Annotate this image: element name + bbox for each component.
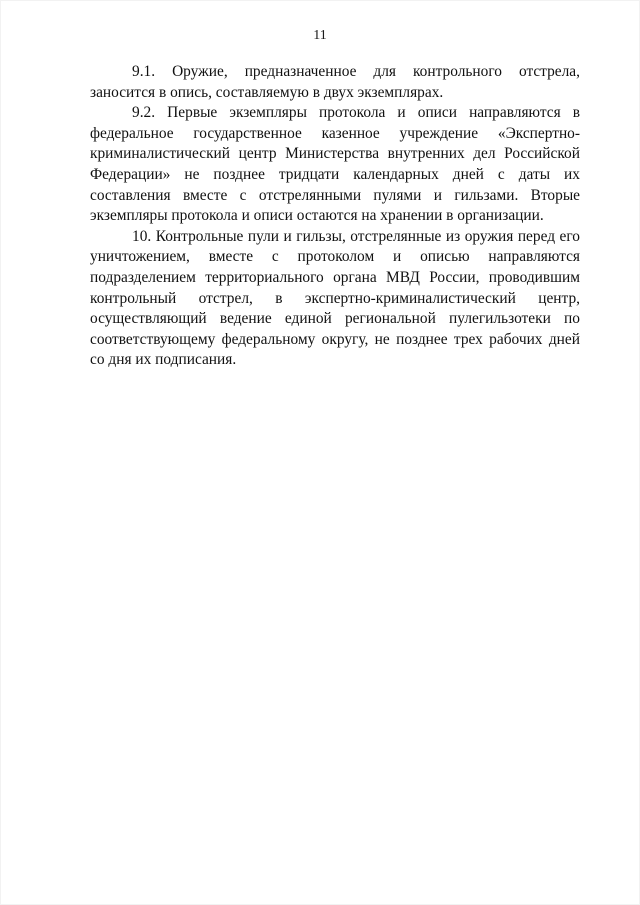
paragraph-9-1: 9.1. Оружие, предназначенное для контрольного отстрела, заносится в опись, составляемую в двух экземплярах. bbox=[90, 63, 580, 101]
paragraph-9-2: 9.2. Первые экземпляры протокола и описи направляются в федеральное государственное казенное учреждение «Экспертно-криминалистический центр Министерства внутренних дел Российской Федерации» не позднее тридцати календарных дней с даты их составления вместе с отстрелянными пулями и гильзами. Вторые экземпляры протокола и описи остаются на хранении в организации. bbox=[90, 104, 580, 225]
document-body bbox=[90, 62, 580, 371]
page-number: 11 bbox=[313, 28, 327, 43]
paragraph-10: 10. Контрольные пули и гильзы, отстрелянные из оружия перед его уничтожением, вместе с протоколом и описью направляются подразделением территориального органа МВД России, проводившим контрольный отстрел, в экспертно-криминалистический центр, осуществляющий ведение единой региональной пулегильзотеки по соответствующему федеральному округу, не позднее трех рабочих дней со дня их подписания. bbox=[90, 227, 580, 369]
